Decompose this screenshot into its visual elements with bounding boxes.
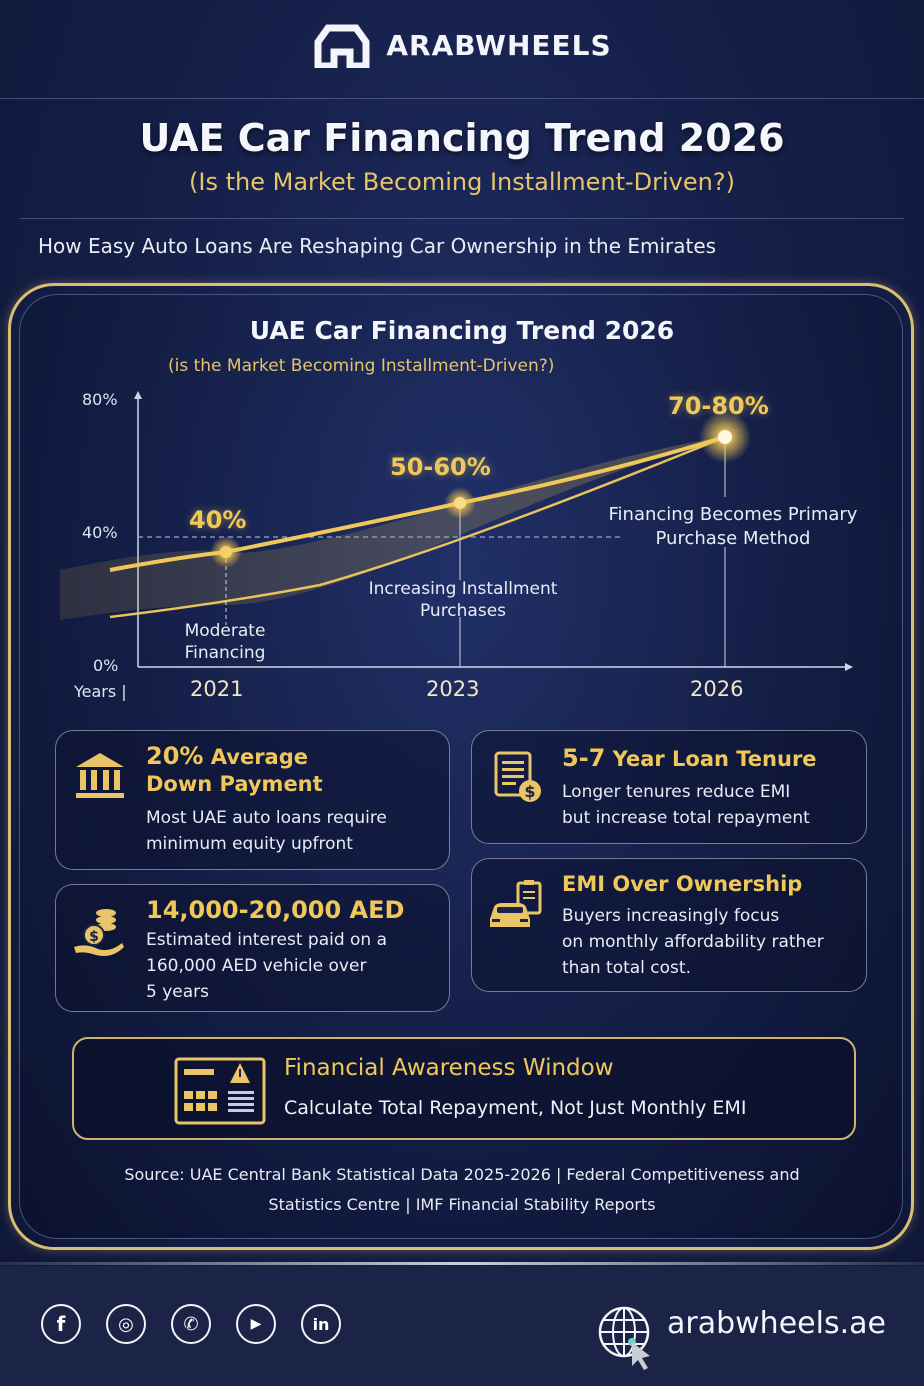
y-tick-0: 0% (93, 656, 119, 675)
page-title: UAE Car Financing Trend 2026 (139, 116, 785, 160)
card-desc: Longer tenures reduce EMI but increase total repayment (562, 782, 810, 828)
financial-awareness-box (72, 1037, 856, 1140)
bank-icon (72, 749, 128, 805)
point-label-2026: 70-80% (668, 392, 769, 420)
page-subtitle: (Is the Market Becoming Installment-Driven?) (189, 168, 735, 196)
house-arch-icon (312, 22, 372, 68)
stat-card-loan-tenure (471, 730, 867, 844)
calculator-warning-icon (174, 1057, 266, 1125)
footer-divider (0, 1262, 924, 1265)
footer (0, 1266, 924, 1386)
stat-card-emi-ownership (471, 858, 867, 992)
whatsapp-icon[interactable]: ✆ (171, 1304, 211, 1344)
svg-text:$: $ (89, 929, 99, 945)
website-link[interactable]: arabwheels.ae (667, 1306, 886, 1341)
youtube-icon[interactable]: ▶ (236, 1304, 276, 1344)
point-label-2021: 40% (189, 506, 247, 534)
divider (0, 98, 924, 99)
annotation-2023: Increasing Installment Purchases (368, 579, 558, 621)
brand-header (0, 22, 924, 68)
document-dollar-icon (488, 749, 544, 805)
x-axis-title: Years | (74, 682, 127, 701)
x-tick-2026: 2026 (690, 677, 744, 701)
globe-cursor-icon (596, 1302, 666, 1372)
annotation-2021: Moderate Financing (184, 621, 266, 663)
card-desc: Most UAE auto loans require minimum equity upfront (146, 808, 387, 854)
facebook-icon[interactable]: f (41, 1304, 81, 1344)
svg-text:$: $ (524, 782, 536, 801)
card-title: 20% Average Down Payment (146, 742, 323, 796)
y-tick-40: 40% (82, 523, 118, 542)
annotation-2026: Financing Becomes Primary Purchase Method (608, 504, 858, 549)
stat-card-down-payment (55, 730, 450, 870)
chart-subtitle: (is the Market Becoming Installment-Driven?) (168, 356, 555, 376)
divider (20, 218, 904, 219)
tagline: How Easy Auto Loans Are Reshaping Car Ownership in the Emirates (38, 234, 717, 258)
card-title: EMI Over Ownership (562, 872, 803, 896)
source-line-2: Statistics Centre | IMF Financial Stability Reports (268, 1195, 656, 1214)
awareness-desc: Calculate Total Repayment, Not Just Monthly EMI (284, 1097, 747, 1119)
chart-title: UAE Car Financing Trend 2026 (249, 316, 675, 345)
stat-card-interest (55, 884, 450, 1012)
awareness-title: Financial Awareness Window (284, 1055, 614, 1081)
linkedin-icon[interactable]: in (301, 1304, 341, 1344)
card-title: 14,000-20,000 AED (146, 896, 405, 924)
point-label-2023: 50-60% (390, 453, 491, 481)
source-line-1: Source: UAE Central Bank Statistical Data 2025-2026 | Federal Competitiveness and (124, 1165, 800, 1184)
card-title: 5-7 Year Loan Tenure (562, 744, 817, 772)
car-clipboard-icon (488, 877, 544, 933)
coins-hand-icon (72, 903, 128, 959)
source-note (0, 1160, 924, 1220)
card-desc: Estimated interest paid on a 160,000 AED vehicle over 5 years (146, 930, 388, 1002)
x-tick-2023: 2023 (426, 677, 480, 701)
x-tick-2021: 2021 (190, 677, 244, 701)
brand-name: ARABWHEELS (386, 28, 612, 62)
card-desc: Buyers increasingly focus on monthly affordability rather than total cost. (562, 906, 824, 978)
y-tick-80: 80% (82, 390, 118, 409)
instagram-icon[interactable]: ◎ (106, 1304, 146, 1344)
